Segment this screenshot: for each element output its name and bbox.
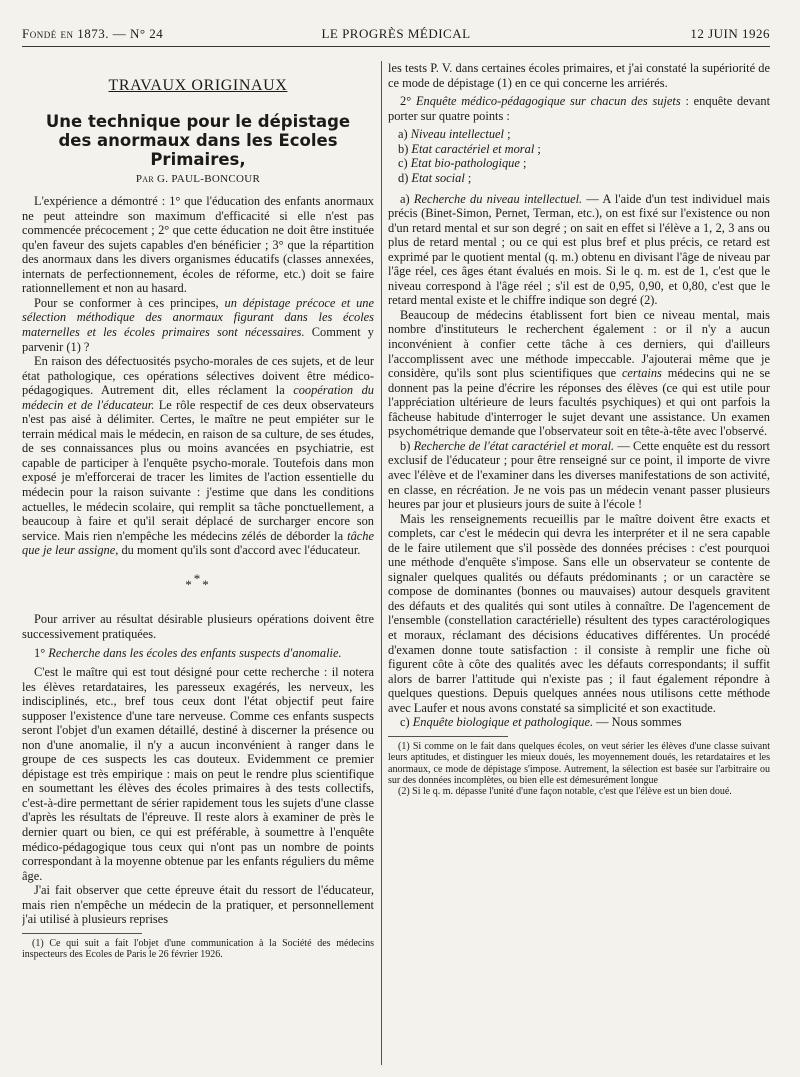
article-byline: Par G. PAUL-BONCOUR — [135, 172, 261, 185]
footnote-right-2: (2) Si le q. m. dépasse l'unité d'une façon notable, c'est que l'élève est un bien doué. — [398, 786, 732, 798]
paragraph-cooperation: En raison des défectuosités psycho-morales de ces sujets, et de leur état pathologique, ces opérations sélectives doivent être médico-pédagogiques. Autrement dit, elles réclament la coopération du médecin et de l'éducateur. Le rôle respectif de ces deux observateurs n'est pas aisé à délimiter. Certes, le maître ne peut empiéter sur le terrain médical mais le médecin, en raison de sa culture, de ses études, de ses connaissances plus ou moins avancées en psychiatrie, est capable de participer à l'enquête psycho-morale. Toutefois dans mon exposé je m'efforcerai de tracer les limites de l'action essentielle du médecin pour la raison suivante : j'estime que dans les conditions actuelles, le médecin scolaire, qui remplit sa tâche ponctuellement, a beaucoup à faire et qu'il serait déplacé de surcharger encore son service. Mais rien n'empêche les médecins zélés de déborder la tâche que je leur assigne, du moment qu'ils sont d'accord avec l'éducateur. — [22, 354, 374, 558]
footnote-right-1: (1) Si comme on le fait dans quelques écoles, on veut sérier les élèves d'une classe suivant leurs aptitudes, et distinguer les mieux doués, les moyennement doués, les retardataires et les anormaux, ce mode de dépistage s'impose. Autrement, la sélection est basée sur l'arbitraire ou sur des données incomplètes, ou bien elle est démesurément longue — [388, 740, 770, 787]
left-column — [22, 61, 374, 1065]
list-item: d) Etat social ; — [398, 170, 472, 185]
paragraph-operations: Pour arriver au résultat désirable plusieurs opérations doivent être successivement pratiquées. — [22, 612, 374, 641]
footnote-rule — [22, 933, 142, 934]
subheading-2: 2° Enquête médico-pédagogique sur chacun des sujets : enquête devant porter sur quatre points : — [388, 94, 770, 123]
list-item: c) Etat bio-pathologique ; — [398, 156, 527, 171]
section-separator-asterisks: *** — [185, 570, 211, 592]
article-columns — [22, 61, 770, 1065]
paragraph-intro: L'expérience a démontré : 1° que l'éducation des enfants anormaux ne peut atteindre son maximum d'efficacité si elle n'est pas commencée précocement ; 2° que cette éducation ne doit être instituée qu'en faveur des sujets capables d'en bénéficier ; 3° que la répartition des anormaux dans les divers organismes éducatifs (classes annexées, internats de perfectionnement, écoles de réforme, etc.) doit se faire rationnellement et non au hasard. — [22, 194, 374, 296]
paragraph-principles: Pour se conformer à ces principes, un dépistage précoce et une sélection méthodique des anormaux figurant dans les écoles maternelles et les écoles primaires sont nécessaires. Comment y parvenir (1) ? — [22, 295, 374, 354]
paragraph-teachers-method: Beaucoup de médecins établissent fort bien ce niveau mental, mais nombre d'instituteurs le recherchent également : or il n'y a aucun inconvénient à confier cette tâche à ces derniers, qui d'ailleurs l'accomplissent avec une méthode impeccable. J'ajouterai même que je considère, qu'ils sont plus scientifiques que certains médecins qui ne se donnent pas la peine d'écrire les réponses des élèves (ce qui est utile pour l'appréciation ultérieure de leurs facultés psychiques) et qui ont parfois la fâcheuse habitude d'interroger le sujet devant une assistance. Un examen psychométrique demande que l'observateur soit en tête-à-tête avec l'observé. — [388, 307, 770, 439]
footnote-rule — [388, 736, 508, 737]
header-founding-issue: Fondé en 1873. — N° 24 — [22, 26, 164, 41]
header-date: 12 JUIN 1926 — [690, 26, 770, 41]
list-item: a) Niveau intellectuel ; — [398, 127, 511, 142]
paragraph-intellectual-level: a) Recherche du niveau intellectuel. — A l'aide d'un test individuel mais précis (Binet-Simon, Pernet, Terman, etc.), on est fixé sur l'existence ou non d'un retard mental et sur son degré ; on sait en effet si l'élève a 1, 2, 3 ans ou plus de retard mental ; ou ce qui est plus bref et plus précis, ce retard est exprimé par le quotient mental (q. m.) obtenu en divisant l'âge de niveau par l'âge réel, ces âges étant évalués en mois. Si le q. m. est de 1, c'est que le niveau correspond à l'âge réel ; s'il est de 0,95, 0,90, et 0,80, c'est que le retard mental existe et le chiffre indique son degré (2). — [388, 191, 770, 308]
column-divider — [381, 61, 382, 1065]
section-rubric: TRAVAUX ORIGINAUX — [108, 77, 288, 94]
paragraph-biological: c) Enquête biologique et pathologique. — Nous sommes — [400, 715, 682, 730]
running-header — [22, 26, 770, 47]
footnote-left: (1) Ce qui suit a fait l'objet d'une communication à la Société des médecins inspecteurs des Ecoles de Paris le 26 février 1926. — [22, 937, 374, 961]
paragraph-test-practice: J'ai fait observer que cette épreuve était du ressort de l'éducateur, mais rien n'empêche un médecin de la pratiquer, et personnellement j'ai utilisé à plusieurs reprises — [22, 883, 374, 927]
inquiry-points-list — [398, 127, 770, 185]
paragraph-teacher-search: C'est le maître qui est tout désigné pour cette recherche : il notera les élèves retardataires, les paresseux exagérés, les nerveux, les indisciplinés, etc., bref tous ceux dont l'état objectif peut faire supposer l'existence d'une tare nerveuse. Comme ces enfants suspects seront l'objet d'un examen détaillé, destiné à discerner la présence ou non d'une anomalie, il n'y a aucun inconvénient à ranger dans le groupe de ces suspects les cas douteux. Evidemment ce premier dépistage est très empirique : mais on peut le rendre plus scientifique en soumettant les élèves des écoles primaires à des tests collectifs, c'est-à-dire permettant de sérier rapidement tous les sujets d'une classe d'après les résultats de l'épreuve. Il reste alors à examiner de près le dernier quart ou bien, ce qui est préférable, à soumettre à l'enquête médico-pédagogique tous ceux qui n'ont pas un nombre de points correspondant à la moyenne obtenue par les enfants réguliers du même âge. — [22, 664, 374, 883]
paragraph-information-method: Mais les renseignements recueillis par le maître doivent être exacts et complets, car c'est le médecin qui devra les interpréter et il ne sera capable de le faire utilement que s'il possède des données précises : c'est pourquoi une méthode d'enquête s'impose. Sans elle un observateur se contente de signaler quelques qualités ou défauts prédominants ; or un caractère se compose de dominantes (bonnes ou mauvaises) autour desquels gravitent des défauts et des qualités qui sont utiles à connaître. De l'agencement de l'ensemble (constellation caractérielle) résultent des types caractérologiques et moraux, réclamant des décisions éducatives différentes. Un procédé d'examen donne toute satisfaction : il consiste à remplir une fiche où figurent côte à côte des qualités avec les défauts correspondants; il suffit alors de barrer l'attitude qui n'existe pas ; il faut également répondre à quelques questions. Depuis quelques années nous utilisons cette méthode avec Laufer et nous avons constaté sa simplicité et son exactitude. — [388, 511, 770, 715]
article-title-line-1: Une technique pour le dépistage — [45, 111, 351, 131]
paragraph-tests-pv: les tests P. V. dans certaines écoles primaires, et j'ai constaté la supériorité de ce mode de dépistage (1) en ce qui concerne les arriérés. — [388, 61, 770, 90]
right-column — [388, 61, 770, 1065]
subheading-1: 1° Recherche dans les écoles des enfants suspects d'anomalie. — [34, 646, 342, 661]
article-title-line-2: des anormaux dans les Ecoles Primaires, — [58, 130, 338, 169]
header-journal-title: LE PROGRÈS MÉDICAL — [321, 26, 471, 41]
list-item: b) Etat caractériel et moral ; — [398, 141, 541, 156]
paragraph-character-moral: b) Recherche de l'état caractériel et moral. — Cette enquête est du ressort exclusif de l'éducateur ; pour être renseigné sur ce point, il importe de vivre avec l'élève et de l'examiner dans les diverses manifestations de son activité, en classe, en récréation. Je ne vois pas un médecin venant passer plusieurs heures par jour et plusieurs jours de suite à l'école ! — [388, 438, 770, 512]
